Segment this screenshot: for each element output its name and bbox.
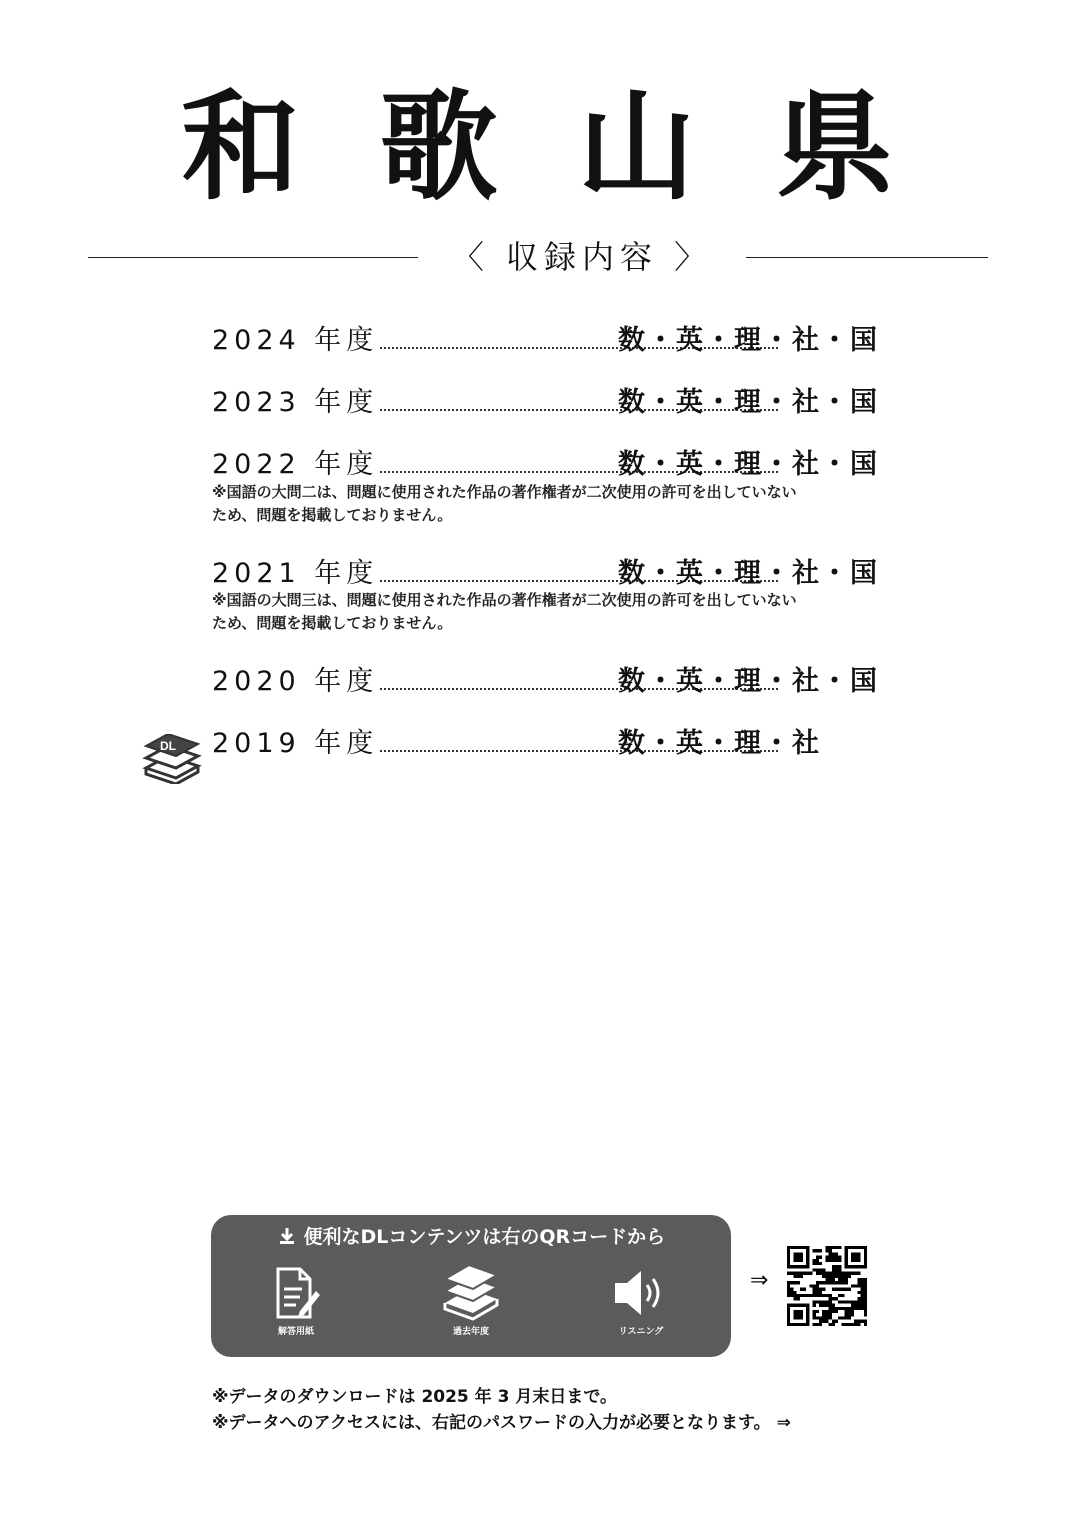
toc-year: 2019 年度 [212, 728, 379, 759]
dl-badge-text: DL [160, 739, 176, 753]
contents-heading [88, 232, 988, 282]
title-char-3: 山 [577, 78, 696, 216]
toc-row-2019 [212, 724, 872, 764]
banner-item-label: 過去年度 [452, 1327, 489, 1337]
dl-books-icon [140, 734, 202, 784]
toc-subjects: 数・英・理・社・国 [618, 387, 879, 418]
toc-subjects: 数・英・理・社 [618, 728, 821, 759]
title-char-1: 和 [181, 78, 300, 216]
banner-item-label: リスニング [618, 1327, 664, 1337]
toc-row-2021 [212, 554, 879, 594]
heading-rule-right [746, 257, 988, 258]
contents-heading-label: 〈 収録内容 〉 [451, 238, 713, 276]
answer-sheet-icon [241, 1265, 351, 1321]
banner-item-listening[interactable] [586, 1265, 696, 1351]
banner-item-past-years[interactable] [416, 1265, 526, 1351]
toc-row-2023 [212, 383, 879, 423]
toc-year: 2023 年度 [212, 387, 379, 418]
title-char-4: 県 [775, 78, 894, 216]
toc-note-2022 [212, 481, 872, 527]
dl-content-banner [211, 1215, 731, 1357]
footnote-download-deadline: ※データのダウンロードは 2025 年 3 月末日まで。 [212, 1387, 618, 1407]
books-icon [416, 1265, 526, 1321]
banner-item-answer-sheet[interactable] [241, 1265, 351, 1351]
toc-row-2020 [212, 662, 879, 702]
toc-row-2024 [212, 321, 879, 361]
banner-heading-text: 便利なDLコンテンツは右のQRコードから [303, 1226, 666, 1248]
toc-subjects: 数・英・理・社・国 [618, 449, 879, 480]
speaker-icon [586, 1265, 696, 1321]
page-title [0, 78, 1075, 216]
arrow-to-qr: ⇒ [750, 1268, 769, 1293]
title-char-2: 歌 [379, 78, 498, 216]
toc-year: 2024 年度 [212, 325, 379, 356]
note-line: ため、問題を掲載しておりません。 [212, 506, 453, 524]
toc-note-2021 [212, 589, 872, 635]
note-line: ※国語の大問二は、問題に使用された作品の著作権者が二次使用の許可を出していない [212, 483, 797, 501]
toc-subjects: 数・英・理・社・国 [618, 558, 879, 589]
footnote-password: ※データへのアクセスには、右記のパスワードの入力が必要となります。 ⇒ [212, 1413, 791, 1433]
download-icon [277, 1226, 304, 1248]
note-line: ※国語の大問三は、問題に使用された作品の著作権者が二次使用の許可を出していない [212, 591, 797, 609]
toc-subjects: 数・英・理・社・国 [618, 666, 879, 697]
qr-code[interactable] [787, 1246, 867, 1326]
toc-year: 2021 年度 [212, 558, 379, 589]
heading-rule-left [88, 257, 418, 258]
toc-year: 2020 年度 [212, 666, 379, 697]
note-line: ため、問題を掲載しておりません。 [212, 614, 453, 632]
banner-heading [211, 1223, 731, 1251]
toc-subjects: 数・英・理・社・国 [618, 325, 879, 356]
toc-row-2022 [212, 445, 879, 485]
toc-year: 2022 年度 [212, 449, 379, 480]
banner-item-label: 解答用紙 [277, 1327, 314, 1337]
